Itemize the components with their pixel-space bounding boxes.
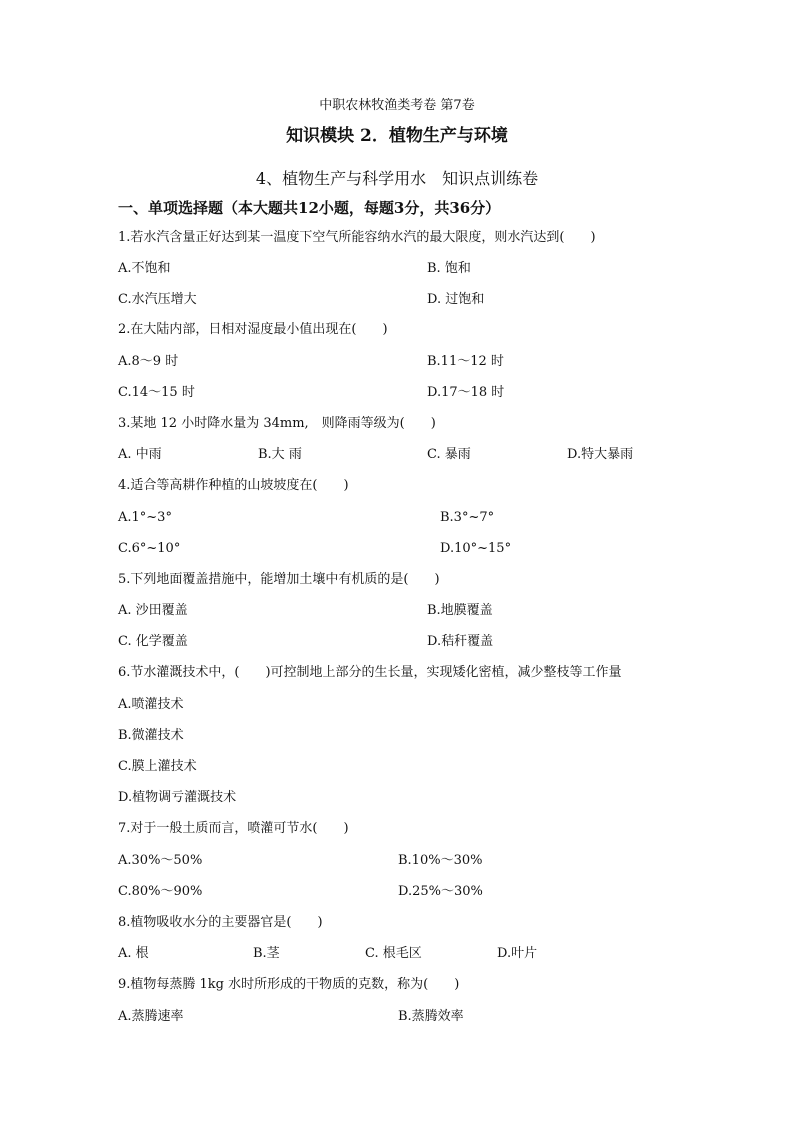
question-1-option-c: C.水汽压增大: [118, 292, 197, 307]
question-8-stem: 8.植物吸收水分的主要器官是( ): [118, 915, 323, 930]
question-4-option-c: C.6°~10°: [118, 541, 181, 556]
question-5-option-b: B.地膜覆盖: [427, 603, 493, 618]
question-3-option-b: B.大 雨: [258, 447, 302, 462]
question-7-option-b: B.10%～30%: [398, 853, 483, 868]
question-5-option-a: A. 沙田覆盖: [118, 603, 188, 618]
question-3-option-c: C. 暴雨: [427, 447, 471, 462]
question-1-stem: 1.若水汽含量正好达到某一温度下空气所能容纳水汽的最大限度，则水汽达到( ): [118, 230, 596, 245]
question-8-option-d: D.叶片: [497, 946, 538, 961]
module-title: 知识模块 2．植物生产与环境: [286, 126, 508, 146]
question-4-option-d: D.10°~15°: [440, 541, 512, 556]
question-3-stem: 3.某地 12 小时降水量为 34mm, 则降雨等级为( ): [118, 416, 436, 431]
question-2-option-c: C.14～15 时: [118, 385, 195, 400]
question-8-option-c: C. 根毛区: [365, 946, 422, 961]
question-4-option-b: B.3°~7°: [440, 510, 495, 525]
question-7-option-a: A.30%～50%: [118, 853, 203, 868]
exam-series-header: 中职农林牧渔类考卷 第7卷: [319, 98, 475, 113]
question-8-option-a: A. 根: [118, 946, 149, 961]
question-3-option-d: D.特大暴雨: [567, 447, 634, 462]
question-7-option-c: C.80%～90%: [118, 884, 203, 899]
question-2-option-d: D.17～18 时: [427, 385, 505, 400]
question-4-stem: 4.适合等高耕作种植的山坡坡度在( ): [118, 478, 349, 493]
question-2-option-b: B.11～12 时: [427, 354, 504, 369]
unit-title: 4、植物生产与科学用水 知识点训练卷: [255, 169, 539, 188]
question-1-option-b: B. 饱和: [427, 261, 471, 276]
question-5-option-c: C. 化学覆盖: [118, 634, 188, 649]
question-5-stem: 5.下列地面覆盖措施中，能增加土壤中有机质的是( ): [118, 572, 440, 587]
question-1-option-a: A.不饱和: [118, 261, 171, 276]
question-8-option-b: B.茎: [253, 946, 280, 961]
question-5-option-d: D.秸秆覆盖: [427, 634, 494, 649]
question-6-option-c: C.膜上灌技术: [118, 759, 197, 774]
question-2-stem: 2.在大陆内部，日相对湿度最小值出现在( ): [118, 322, 388, 337]
question-6-option-a: A.喷灌技术: [118, 697, 184, 712]
question-9-option-a: A.蒸腾速率: [118, 1009, 184, 1024]
question-9-stem: 9.植物每蒸腾 1kg 水时所形成的干物质的克数，称为( ): [118, 977, 460, 992]
question-3-option-a: A. 中雨: [118, 447, 162, 462]
question-2-option-a: A.8～9 时: [118, 354, 179, 369]
question-1-option-d: D. 过饱和: [427, 292, 485, 307]
question-4-option-a: A.1°~3°: [118, 510, 172, 525]
question-7-stem: 7.对于一般土质而言，喷灌可节水( ): [118, 821, 349, 836]
question-6-option-d: D.植物调亏灌溉技术: [118, 790, 237, 805]
question-7-option-d: D.25%～30%: [398, 884, 483, 899]
section-heading: 一、单项选择题（本大题共12小题，每题3分，共36分）: [118, 199, 501, 217]
question-6-stem: 6.节水灌溉技术中，( )可控制地上部分的生长量，实现矮化密植，减少整枝等工作量: [118, 665, 622, 680]
question-6-option-b: B.微灌技术: [118, 728, 184, 743]
question-9-option-b: B.蒸腾效率: [398, 1009, 464, 1024]
